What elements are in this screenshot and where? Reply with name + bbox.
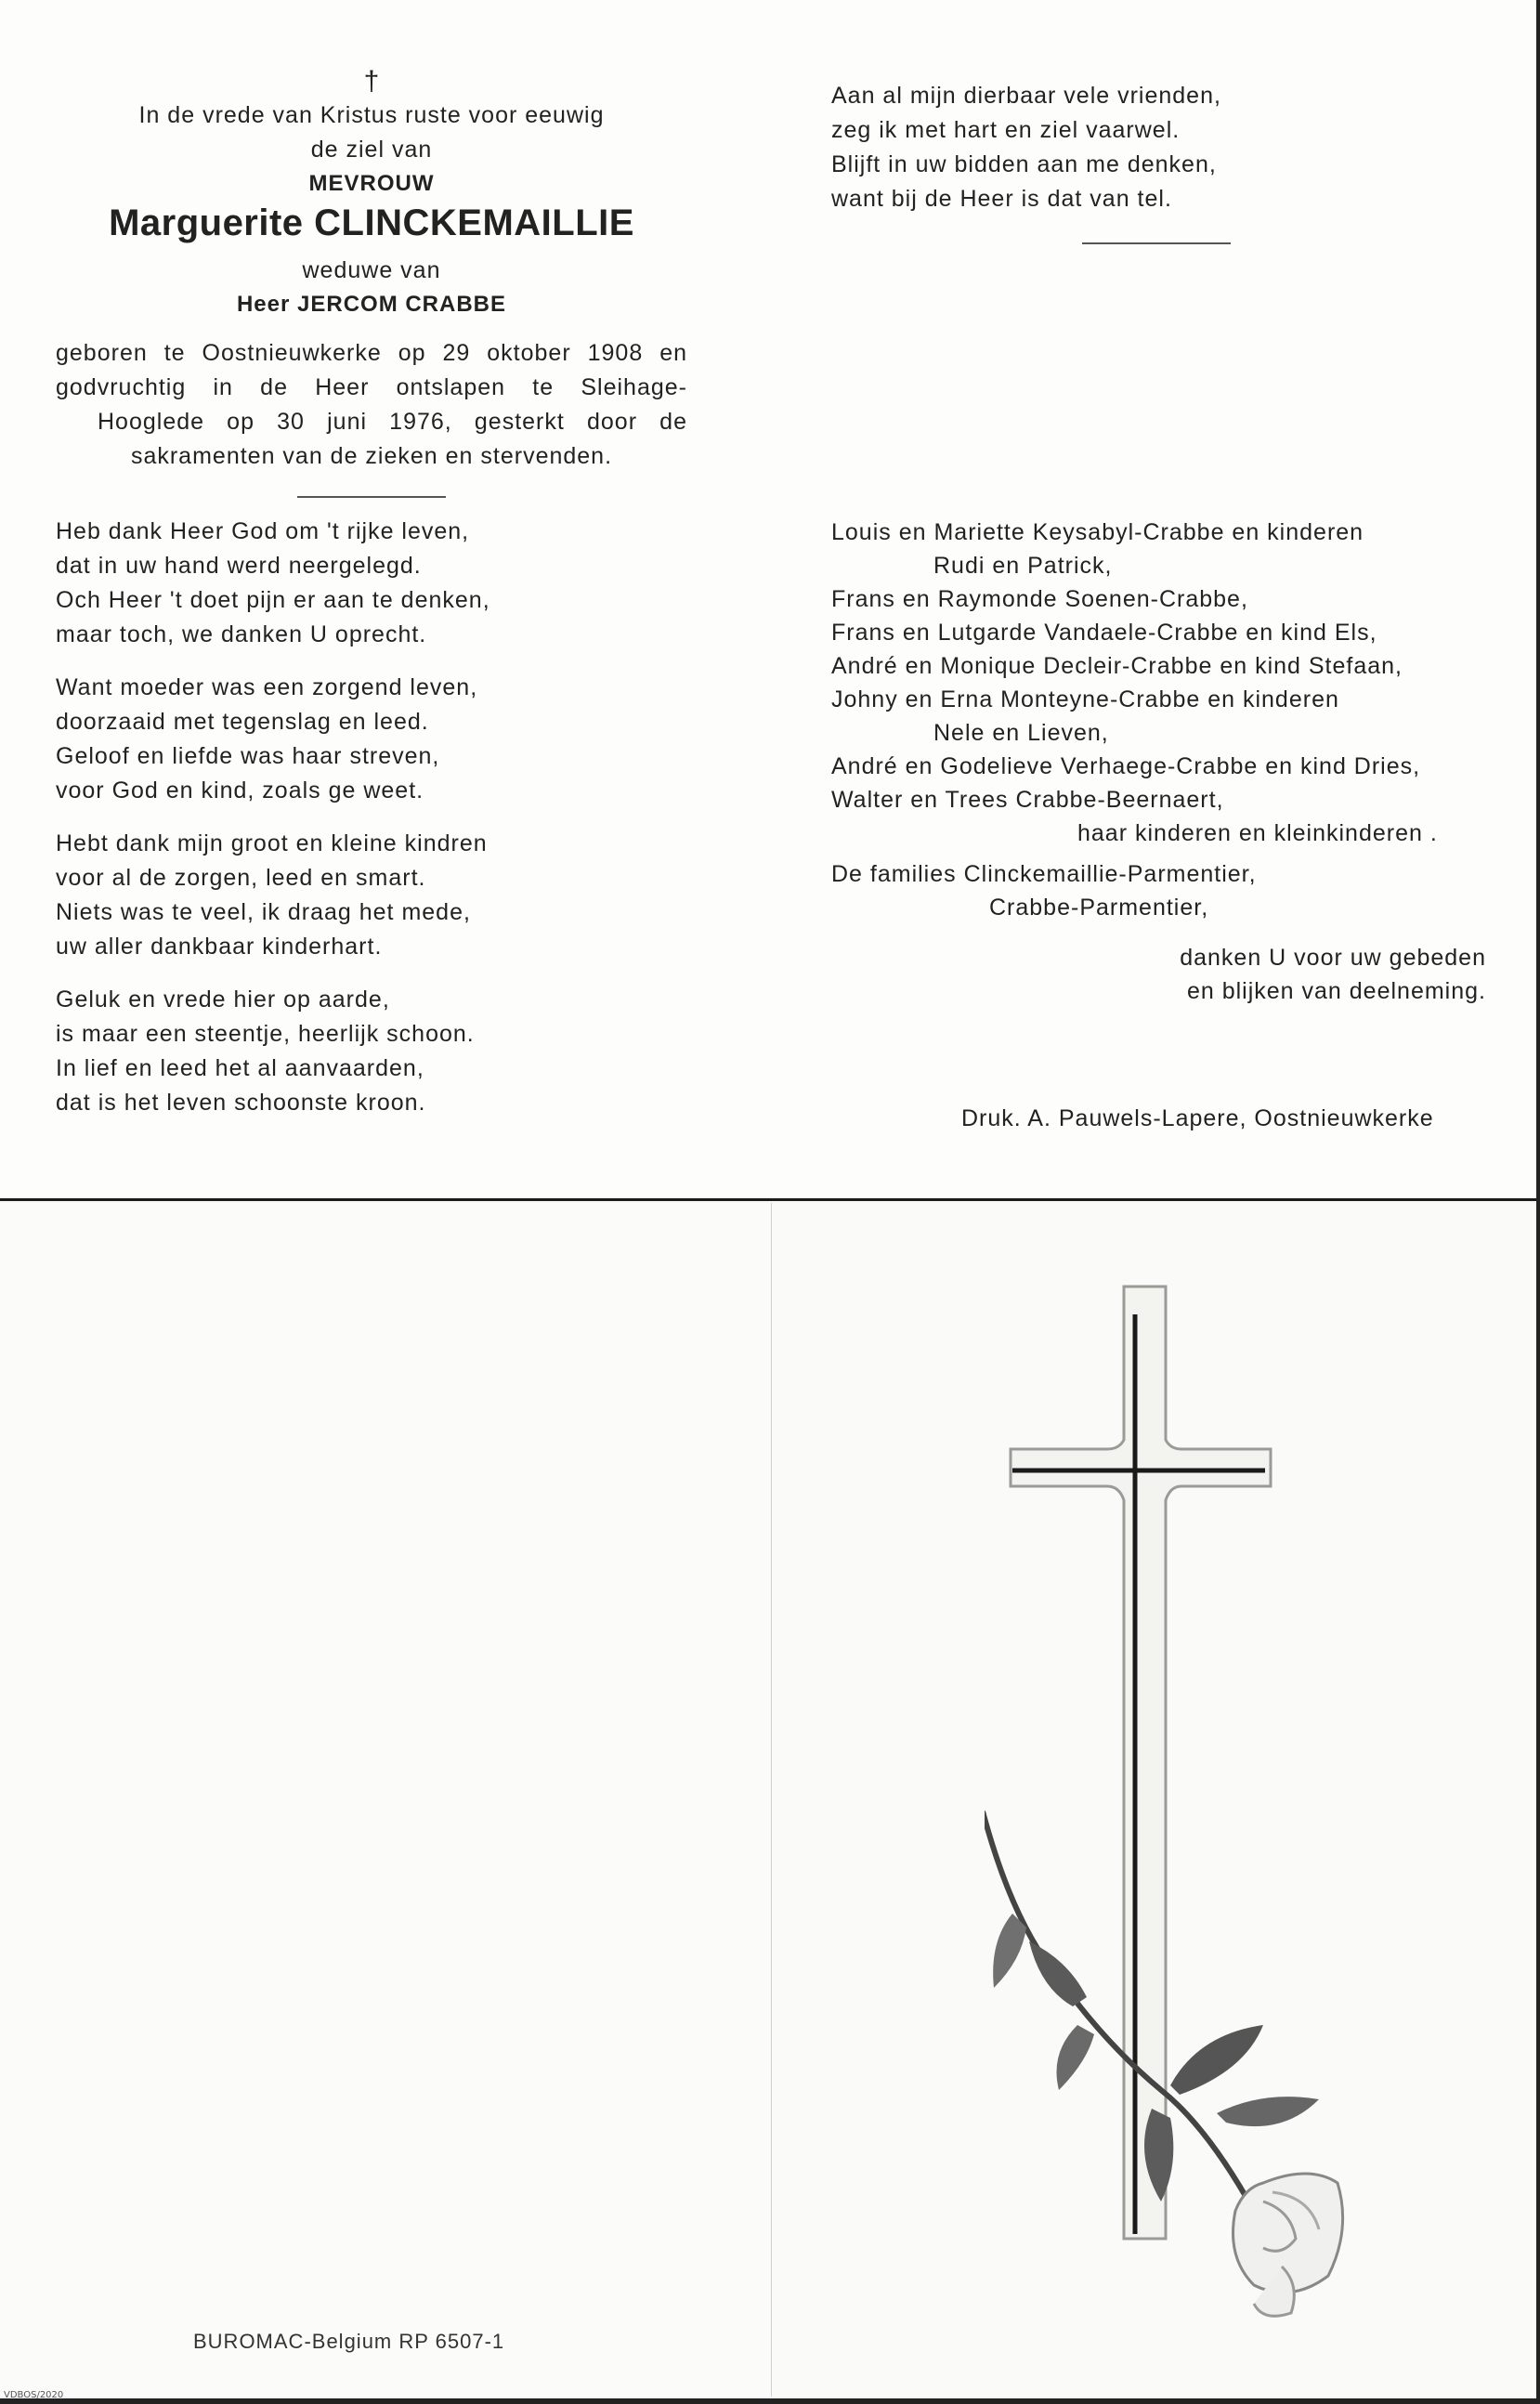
deceased-name: Marguerite CLINCKEMAILLIE xyxy=(109,203,634,243)
divider-line xyxy=(1082,242,1231,244)
poem-line: In lief en leed het al aanvaarden, xyxy=(56,1055,424,1081)
poem-line: Hebt dank mijn groot en kleine kindren xyxy=(56,830,488,856)
thanks-line: en blijken van deelneming. xyxy=(1186,978,1486,1004)
thanks-line: danken U voor uw gebeden xyxy=(1180,945,1486,971)
birth-line: Hooglede op 30 juni 1976, gesterkt door de xyxy=(98,409,687,435)
family-line: Rudi en Patrick, xyxy=(933,553,1113,579)
obituary-left-column xyxy=(56,65,687,1120)
poem-line: dat is het leven schoonste kroon. xyxy=(56,1090,426,1116)
poem-line: Geluk en vrede hier op aarde, xyxy=(56,986,390,1013)
family-list xyxy=(831,516,1500,850)
birth-death-paragraph xyxy=(56,336,687,474)
scan-edge-right xyxy=(1536,0,1540,2404)
farewell-line: Blijft in uw bidden aan me denken, xyxy=(831,151,1217,177)
birth-line: sakramenten van de zieken en stervenden. xyxy=(130,443,613,469)
poem-line: is maar een steentje, heerlijk schoon. xyxy=(56,1021,475,1047)
poem-line: maar toch, we danken U oprecht. xyxy=(56,621,427,647)
family-line: Frans en Lutgarde Vandaele-Crabbe en kind Els, xyxy=(831,620,1377,646)
poem-line: Want moeder was een zorgend leven, xyxy=(56,674,478,700)
family-line: Louis en Mariette Keysabyl-Crabbe en kinderen xyxy=(831,519,1364,545)
poem-stanza xyxy=(56,983,687,1120)
poem-line: Niets was te veel, ik draag het mede, xyxy=(56,899,471,925)
birth-line: geboren te Oostnieuwkerke op 29 oktober 1908 en xyxy=(56,340,687,366)
husband-name: Heer JERCOM CRABBE xyxy=(236,292,507,317)
intro-line-2: de ziel van xyxy=(310,137,433,163)
intro-line-1: In de vrede van Kristus ruste voor eeuwig xyxy=(138,102,605,128)
thanks-block xyxy=(831,941,1486,1008)
poem-line: Heb dank Heer God om 't rijke leven, xyxy=(56,518,470,544)
families-line: De families Clinckemaillie-Parmentier, xyxy=(831,861,1257,887)
cross-symbol: † xyxy=(363,66,380,97)
farewell-line: zeg ik met hart en ziel vaarwel. xyxy=(831,117,1181,143)
cross-with-rose-icon xyxy=(985,1273,1449,2359)
poem-stanza xyxy=(56,827,687,964)
poem-line: uw aller dankbaar kinderhart. xyxy=(56,934,383,960)
family-line: André en Godelieve Verhaege-Crabbe en kind Dries, xyxy=(831,753,1421,779)
farewell-line: Aan al mijn dierbaar vele vrienden, xyxy=(831,83,1221,109)
title-mevrouw: MEVROUW xyxy=(308,171,435,196)
family-line: Walter en Trees Crabbe-Beernaert, xyxy=(831,787,1224,813)
poem-line: Geloof en liefde was haar streven, xyxy=(56,743,440,769)
farewell-line: want bij de Heer is dat van tel. xyxy=(831,186,1172,212)
publisher-credit: BUROMAC-Belgium RP 6507-1 xyxy=(193,2330,505,2353)
poem-stanza xyxy=(56,515,687,652)
birth-line: godvruchtig in de Heer ontslapen te Sleihage- xyxy=(56,374,687,400)
family-line: haar kinderen en kleinkinderen . xyxy=(1077,820,1438,846)
family-line: André en Monique Decleir-Crabbe en kind Stefaan, xyxy=(831,653,1403,679)
poem xyxy=(56,515,687,1120)
printer-credit: Druk. A. Pauwels-Lapere, Oostnieuwkerke xyxy=(961,1105,1434,1131)
poem-line: voor God en kind, zoals ge weet. xyxy=(56,777,424,804)
divider-line xyxy=(297,496,446,498)
farewell-verse xyxy=(831,79,1500,216)
family-line: Nele en Lieven, xyxy=(933,720,1109,746)
poem-line: dat in uw hand werd neergelegd. xyxy=(56,553,422,579)
families-line: Crabbe-Parmentier, xyxy=(989,895,1209,921)
family-line: Johny en Erna Monteyne-Crabbe en kinderen xyxy=(831,686,1339,712)
poem-line: Och Heer 't doet pijn er aan te denken, xyxy=(56,587,490,613)
poem-stanza xyxy=(56,671,687,808)
card-back-cover xyxy=(0,1203,772,2397)
families-list xyxy=(831,857,1500,924)
widow-of: weduwe van xyxy=(302,257,441,283)
family-line: Frans en Raymonde Soenen-Crabbe, xyxy=(831,586,1248,612)
obituary-right-column xyxy=(831,79,1500,1008)
scan-edge-bottom xyxy=(0,2398,1540,2404)
poem-line: voor al de zorgen, leed en smart. xyxy=(56,865,426,891)
poem-line: doorzaaid met tegenslag en leed. xyxy=(56,709,429,735)
archive-watermark: VDBOS/2020 xyxy=(4,2390,64,2400)
cross-icon xyxy=(1011,1287,1271,2239)
